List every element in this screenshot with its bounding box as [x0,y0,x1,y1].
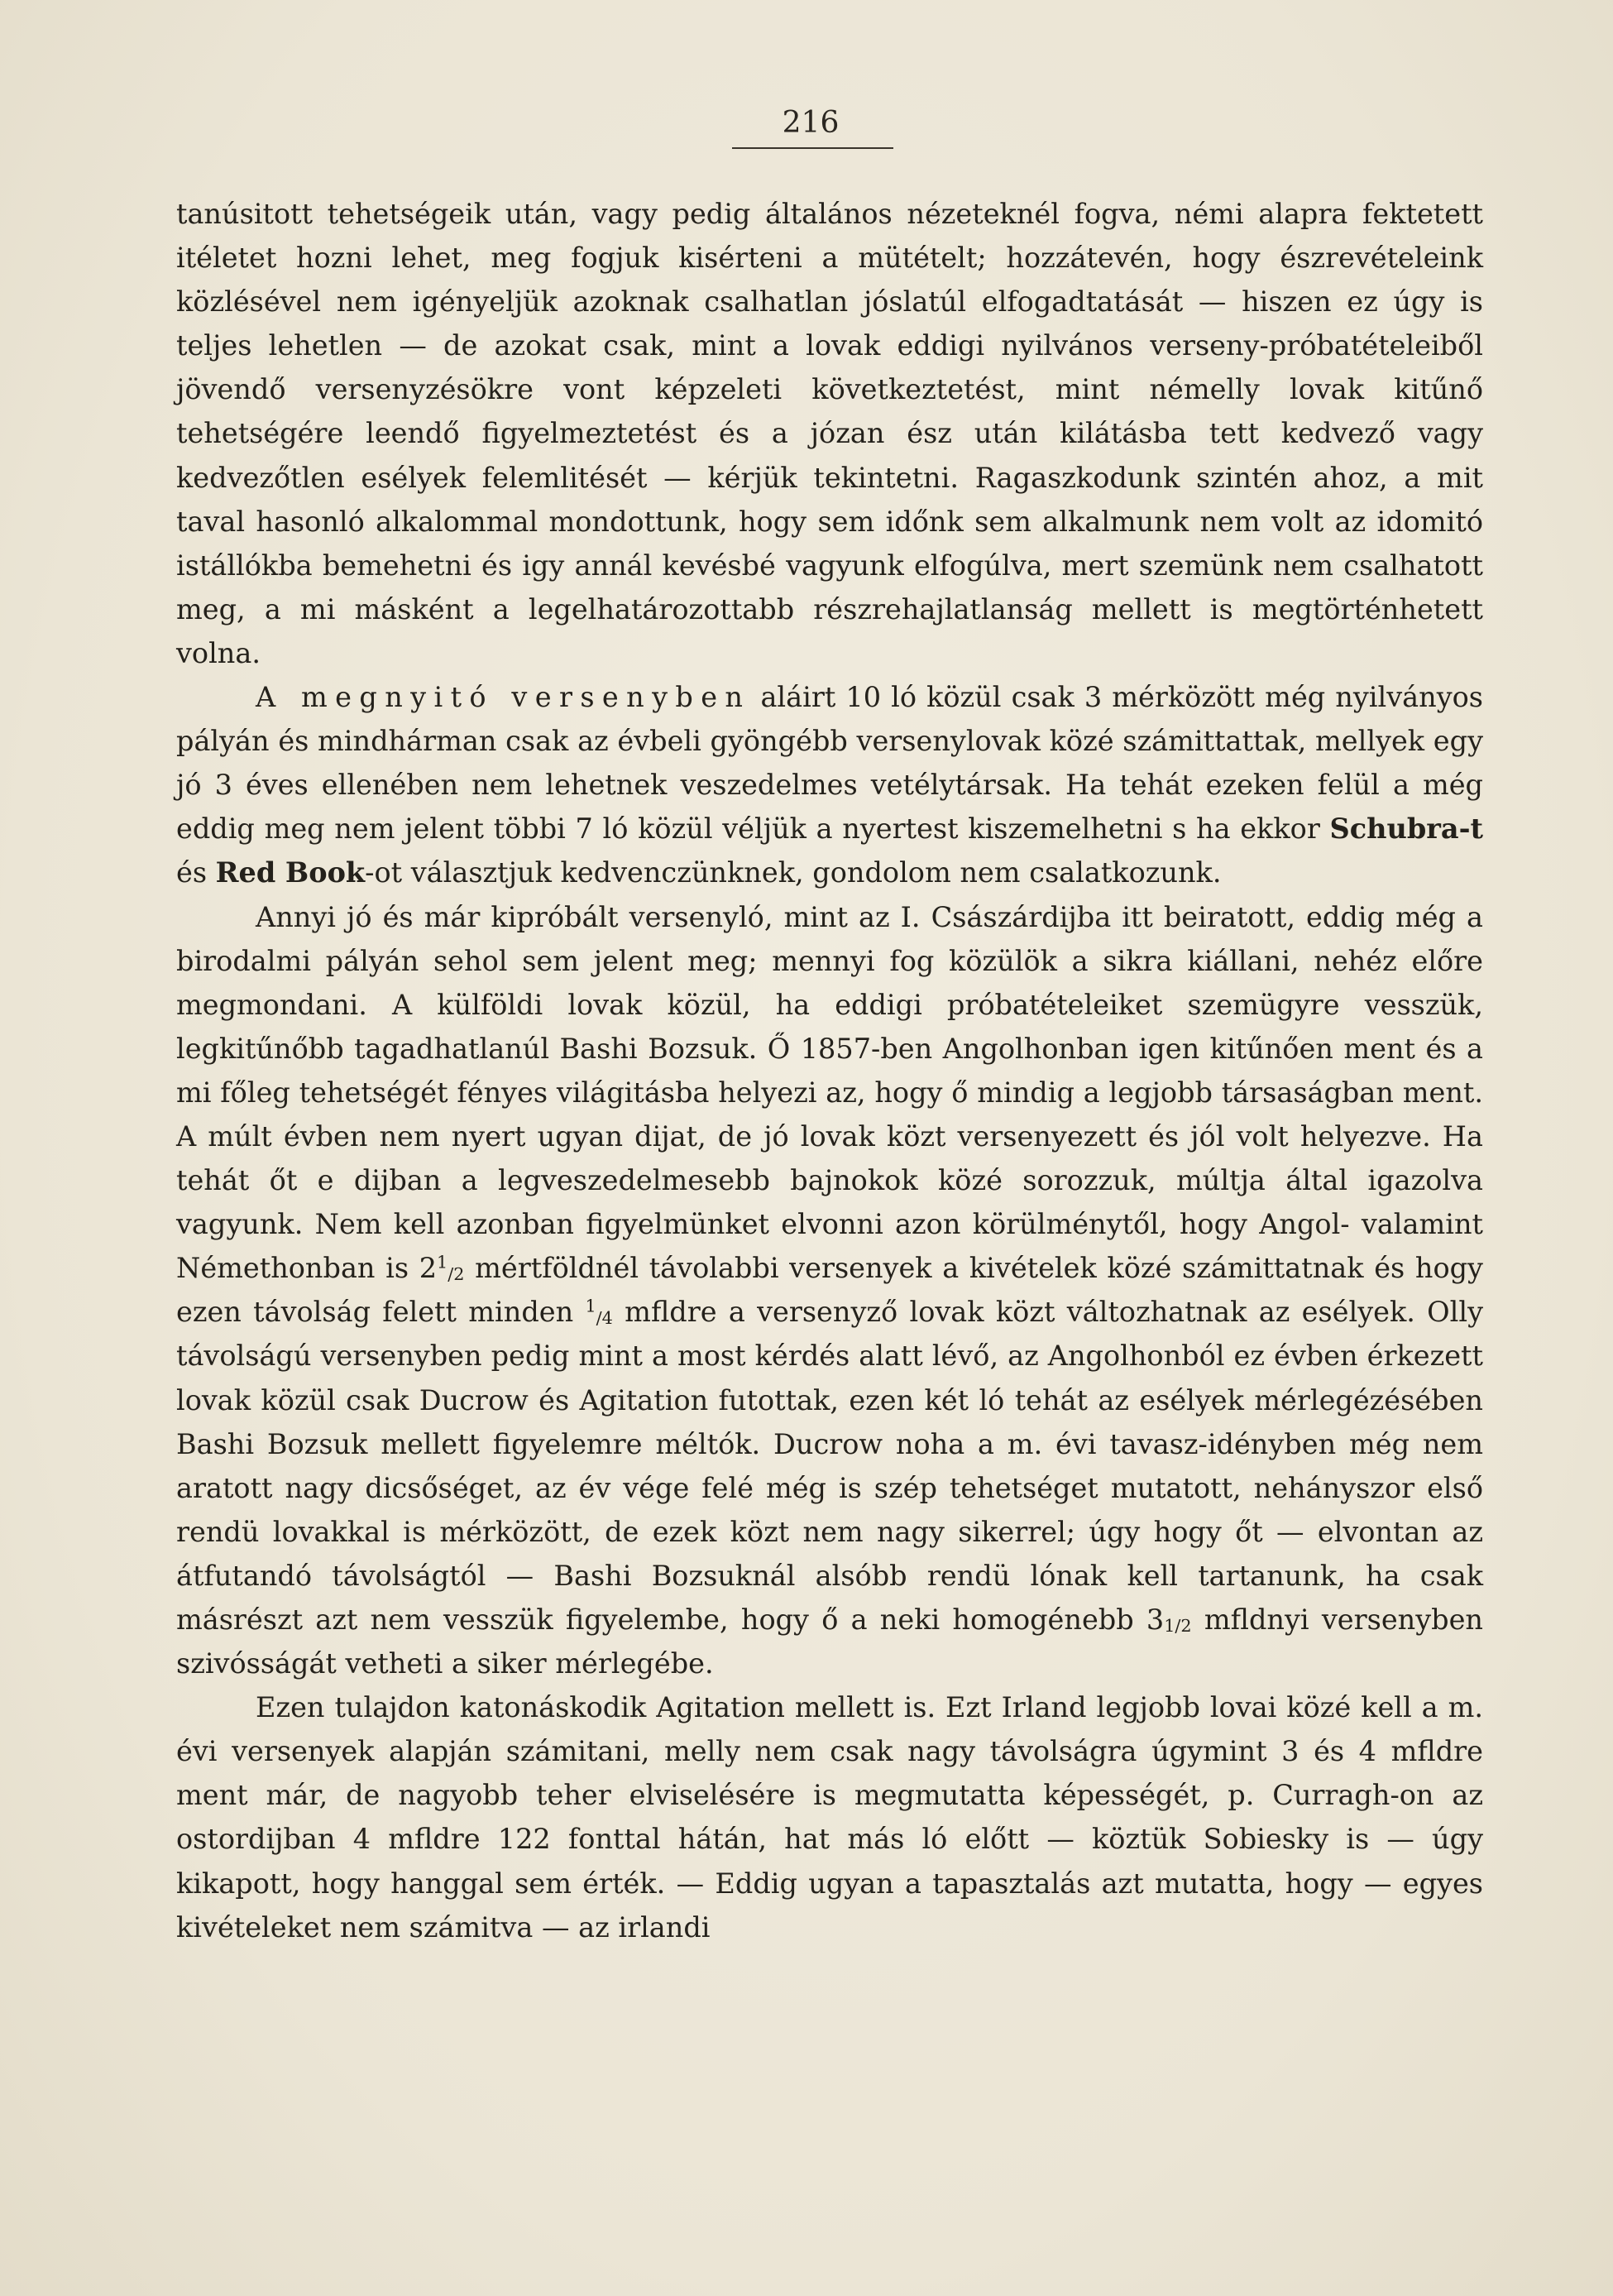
body-text [176,192,1483,1949]
paragraph-3-text-b: mértföldnél távolabbi versenyek a kivételek közé számittatnak és hogy ezen távolság felett minden [176,1252,1483,1329]
paragraph-4: Ezen tulajdon katonáskodik Agitation mellett is. Ezt Irland legjobb lovai közé kell a m. évi versenyek alapján számitani, melly nem csak nagy távolságra úgymint 3 és 4 mfldre ment már, de nagyobb teher elviselésére is megmutatta képességét, p. Curragh-on az ostordijban 4 mfldre 122 fonttal hátán, hat más ló előtt — köztük Sobiesky is — úgy kikapott, hogy hanggal sem érték. — Eddig ugyan a tapasztalás azt mutatta, hogy — egyes kivételeket nem számitva — az irlandi [176,1691,1483,1944]
paragraph-2-text-a: aláirt 10 ló közül csak 3 mérközött még nyilványos pályán és mindhárman csak az évbeli gyöngébb versenylovak közé számittattak, mellyek egy jó 3 éves ellenében nem lehetnek veszedelmes vetélytársak. Ha tehát ezeken felül a még eddig meg nem jelent többi 7 ló közül véljük a nyertest kiszemelhetni s ha ekkor [176,681,1483,846]
page-number-rule [732,147,893,149]
fraction-denominator: /4 [596,1308,613,1329]
paragraph-3-text-a: Annyi jó és már kipróbált versenyló, mint az I. Császárdijba itt beiratott, eddig még a birodalmi pályán sehol sem jelent meg; mennyi fog közülök a sikra kiállani, nehéz előre megmondani. A külföldi lovak közül, ha eddigi próbatételeiket szemügyre vesszük, legkitűnőbb tagadhatlanúl Bashi Bozsuk. Ő 1857-ben Angolhonban igen kitűnően ment és a mi főleg tehetségét fényes világitásba helyezi az, hogy ő mindig a legjobb társaságban ment. A múlt évben nem nyert ugyan dijat, de jó lovak közt versenyezett és jól volt helyezve. Ha tehát őt e dijban a legveszedelmesebb bajnokok közé sorozzuk, múltja által igazolva vagyunk. Nem kell azonban figyelmünket elvonni azon körülménytől, hogy Angol- valamint Némethonban is 2 [176,900,1483,1285]
fraction: 1/2 [1164,1616,1192,1637]
paragraph-3-text-c: mfldre a versenyző lovak közt változhatnak az esélyek. Olly távolságú versenyben pedig mint a most kérdés alatt lévő, az Angolhonból ez évben érkezett lovak közül csak Ducrow és Agitation futottak, ezen két ló tehát az esélyek mérlegézésében Bashi Bozsuk mellett figyelemre méltók. Ducrow noha a m. évi tavasz-idényben még nem aratott nagy dicsőséget, az év vége felé még is szép tehetséget mutatott, nehányszor első rendü lovakkal is mérközött, de ezek közt nem nagy sikerrel; úgy hogy őt — elvontan az átfutandó távolságtól — Bashi Bozsuknál alsóbb rendü lónak kell tartanunk, ha csak másrészt azt nem vesszük figyelembe, hogy ő a neki homogénebb 3 [176,1296,1483,1636]
spaced-heading-phrase: A megnyitó versenyben [256,681,751,714]
fraction-denominator: /2 [448,1264,465,1285]
paragraph-3 [176,895,1483,1686]
paragraph-2-text-b: és [176,856,216,889]
page-number: 216 [782,106,840,140]
paragraph-1: tanúsitott tehetségeik után, vagy pedig általános nézeteknél fogva, némi alapra fektetett itéletet hozni lehet, meg fogjuk kisérteni a mütételt; hozzátevén, hogy észrevételeink közlésével nem igényeljük azoknak csalhatlan jóslatúl elfogadtatását — hiszen ez úgy is teljes lehetlen — de azokat csak, mint a lovak eddigi nyilvános verseny-próbatételeiből jövendő versenyzésökre vont képzeleti következtetést, mint némelly lovak kitűnő tehetségére leendő figyelmeztetést és a józan ész után kilátásba tett kedvező vagy kedvezőtlen esélyek felemlitését — kérjük tekintetni. Ragaszkodunk szintén ahoz, a mit taval hasonló alkalommal mondottunk, hogy sem időnk sem alkalmunk nem volt az idomitó istállókba bemehetni és igy annál kevésbé vagyunk elfogúlva, mert szemünk nem csalhatott meg, a mi másként a legelhatározottabb részrehajlatlanság mellett is megtörténhetett volna. [176,198,1483,669]
fraction-numerator: 1 [437,1252,448,1273]
paragraph-2-text-c: -ot választjuk kedvenczünknek, gondolom nem csalatkozunk. [365,856,1222,889]
horse-name-red-book: Red Book [215,856,366,889]
horse-name-schubra: Schubra-t [1329,812,1483,846]
fraction-numerator: 1 [585,1296,596,1316]
paragraph-3-text-d: mfldnyi versenyben szivósságát vetheti a siker mérlegébe. [176,1603,1483,1680]
paragraph-2 [176,675,1483,894]
